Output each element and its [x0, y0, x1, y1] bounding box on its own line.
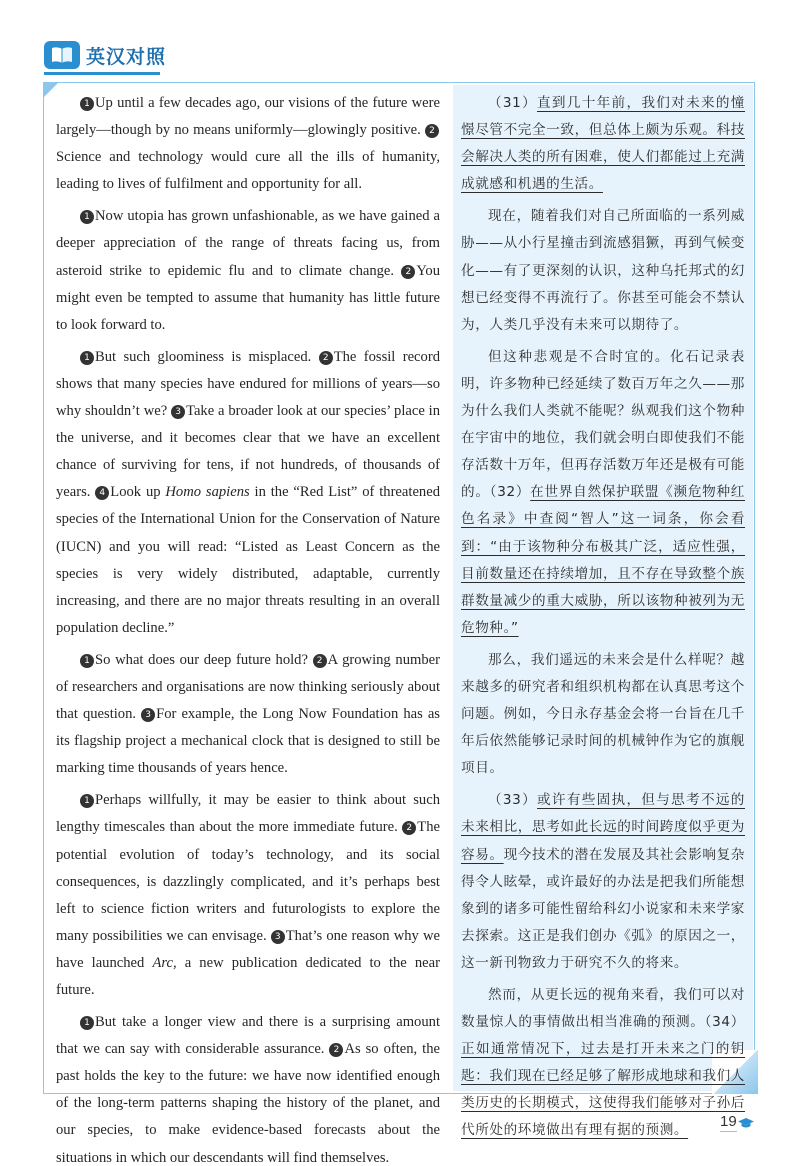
chinese-paragraph-2 [461, 203, 745, 338]
section-title: 英汉对照 [86, 45, 167, 68]
sentence: Look up [110, 484, 161, 501]
chinese-paragraph-3 [461, 344, 745, 642]
sentence: That’s one reason why we have launched [56, 927, 440, 971]
sentence-marker-2: 2 [329, 1043, 343, 1057]
sentence-marker-2: 2 [313, 654, 327, 668]
sentence: The fossil record shows that many species have endured for millions of years—so why shouldn’t we? [56, 348, 440, 420]
english-paragraph-1 [56, 90, 440, 198]
sentence: , a new publication dedicated to the near future. [56, 954, 440, 998]
sentence-marker-4: 4 [95, 486, 109, 500]
sentence: You might even be tempted to assume that humanity has little future to look forward to. [56, 262, 440, 333]
section-header [44, 40, 166, 70]
sentence: in the “Red List” of threatened species of the International Union for the Conservation of Nature (IUCN) and you will read: “Listed as Least Concern as the species is very widely distributed, adaptable, currently increasing, and there are no major threats resulting in an overall population decline.” [56, 484, 440, 636]
sentence: As so often, the past holds the key to the future: we have now identified enough of the long-term patterns shaping the history of the planet, and our species, to make evidence-based forecasts about the situations in which our descendants will find themselves. [56, 1041, 440, 1166]
sentence-marker-1: 1 [80, 654, 94, 668]
sentence: For example, the Long Now Foundation has as its flagship project a mechanical clock that is designed to still be marking time thousands of years hence. [56, 706, 440, 777]
sentence: So what does our deep future hold? [95, 651, 308, 668]
question-marker: （32） [489, 484, 531, 501]
english-paragraph-6 [56, 1009, 440, 1166]
paragraph-text: 现在，随着我们对自己所面临的一系列威胁——从小行星撞击到流感猖獗，再到气候变化——有了更深刻的认识，这种乌托邦式的幻想已经变得不再流行了。你甚至可能会不禁认为，人类几乎没有未来可以期待了。 [461, 208, 745, 333]
page-number: 19 [720, 1113, 737, 1130]
chinese-column [461, 90, 745, 1150]
underlined-text: 或许有些固执，但与思考不远的未来相比，思考如此长远的时间跨度似乎更为容易。 [461, 792, 745, 863]
header-underline [44, 72, 160, 75]
sentence: Now utopia has grown unfashionable, as we have gained a deeper appreciation of the range of threats facing us, from asteroid strike to epidemic flu and to climate change. [56, 208, 440, 279]
chinese-paragraph-5 [461, 787, 745, 977]
sentence: But take a longer view and there is a surprising amount that we can say with considerable assurance. [56, 1014, 440, 1058]
sentence-marker-1: 1 [80, 1016, 94, 1030]
english-column [56, 90, 440, 1166]
sentence-marker-2: 2 [402, 821, 416, 835]
english-paragraph-4 [56, 647, 440, 782]
sentence-marker-1: 1 [80, 210, 94, 224]
paragraph-text: 但这种悲观是不合时宜的。化石记录表明，许多物种已经延续了数百万年之久——那为什么我们人类就不能呢？纵观我们这个物种在宇宙中的地位，我们就会明白即使我们不能存活数十万年，但再存活数万年还是极有可能的。 [461, 348, 745, 501]
sentence-marker-1: 1 [80, 97, 94, 111]
sentence-marker-1: 1 [80, 351, 94, 365]
sentence-marker-2: 2 [425, 124, 439, 138]
sentence-marker-1: 1 [80, 794, 94, 808]
species-name: Homo sapiens [165, 484, 250, 501]
underlined-text: 正如通常情况下，过去是打开未来之门的钥匙：我们现在已经足够了解形成地球和我们人类历史的长期模式，这使得我们能够对子孙后代所处的环境做出有理有据的预测。 [461, 1041, 745, 1139]
sentence: Science and technology would cure all the ills of humanity, leading to lives of fulfilment and opportunity for all. [56, 149, 440, 193]
english-paragraph-3 [56, 344, 440, 642]
sentence-marker-3: 3 [141, 708, 155, 722]
english-paragraph-5 [56, 787, 440, 1004]
sentence: The potential evolution of today’s technology, and its social consequences, is dazzlingly complicated, and it’s perhaps best left to science fiction writers and futurologists to explore the many possibilities we can envisage. [56, 819, 440, 944]
chinese-paragraph-1 [461, 90, 745, 198]
sentence: Up until a few decades ago, our visions of the future were largely—though by no means uniformly—glowingly positive. [56, 95, 440, 139]
chinese-paragraph-6 [461, 982, 745, 1145]
paragraph-text: 现今技术的潜在发展及其社会影响复杂得令人眩晕，或许最好的办法是把我们所能想象到的诸多可能性留给科幻小说家和未来学家去探索。这正是我们创办《弧》的原因之一，这一新刊物致力于研究不久的将来。 [461, 846, 745, 971]
sentence-marker-3: 3 [171, 405, 185, 419]
paragraph-text: 那么，我们遥远的未来会是什么样呢？越来越多的研究者和组织机构都在认真思考这个问题。例如，今日永存基金会将一台旨在几千年后依然能够记录时间的机械钟作为它的旗舰项目。 [461, 651, 745, 777]
sentence-marker-2: 2 [319, 351, 333, 365]
graduation-cap-icon [738, 1118, 754, 1131]
sentence: But such gloominess is misplaced. [95, 348, 312, 365]
book-icon [44, 41, 80, 69]
chinese-paragraph-4 [461, 647, 745, 782]
sentence: Perhaps willfully, it may be easier to think about such lengthy timescales than about the more immediate future. [56, 792, 440, 836]
question-marker: （31） [488, 95, 538, 111]
question-marker: （34） [704, 1014, 746, 1031]
sentence-marker-3: 3 [271, 930, 285, 944]
sentence: Take a broader look at our species’ place in the universe, and it becomes clear that we have an excellent chance of surviving for tens, if not hundreds, of thousands of years. [56, 403, 441, 501]
publication-name: Arc [152, 954, 173, 971]
sentence-marker-2: 2 [401, 265, 415, 279]
underlined-text: 在世界自然保护联盟《濒危物种红色名录》中查阅“智人”这一词条，你会看到：“由于该物种分布极其广泛，适应性强，目前数量还在持续增加，且不存在导致整个族群数量减少的重大威胁，所以该物种被列为无危物种。” [461, 484, 745, 636]
paragraph-text: 然而，从更长远的视角来看，我们可以对数量惊人的事情做出相当准确的预测。 [461, 987, 745, 1031]
underlined-text: 直到几十年前，我们对未来的憧憬尽管不完全一致，但总体上颇为乐观。科技会解决人类的所有困难，使人们都能过上充满成就感和机遇的生活。 [461, 95, 745, 193]
english-paragraph-2 [56, 203, 440, 338]
question-marker: （33） [488, 792, 538, 809]
sentence: A growing number of researchers and organisations are now thinking seriously about that question. [56, 651, 440, 723]
